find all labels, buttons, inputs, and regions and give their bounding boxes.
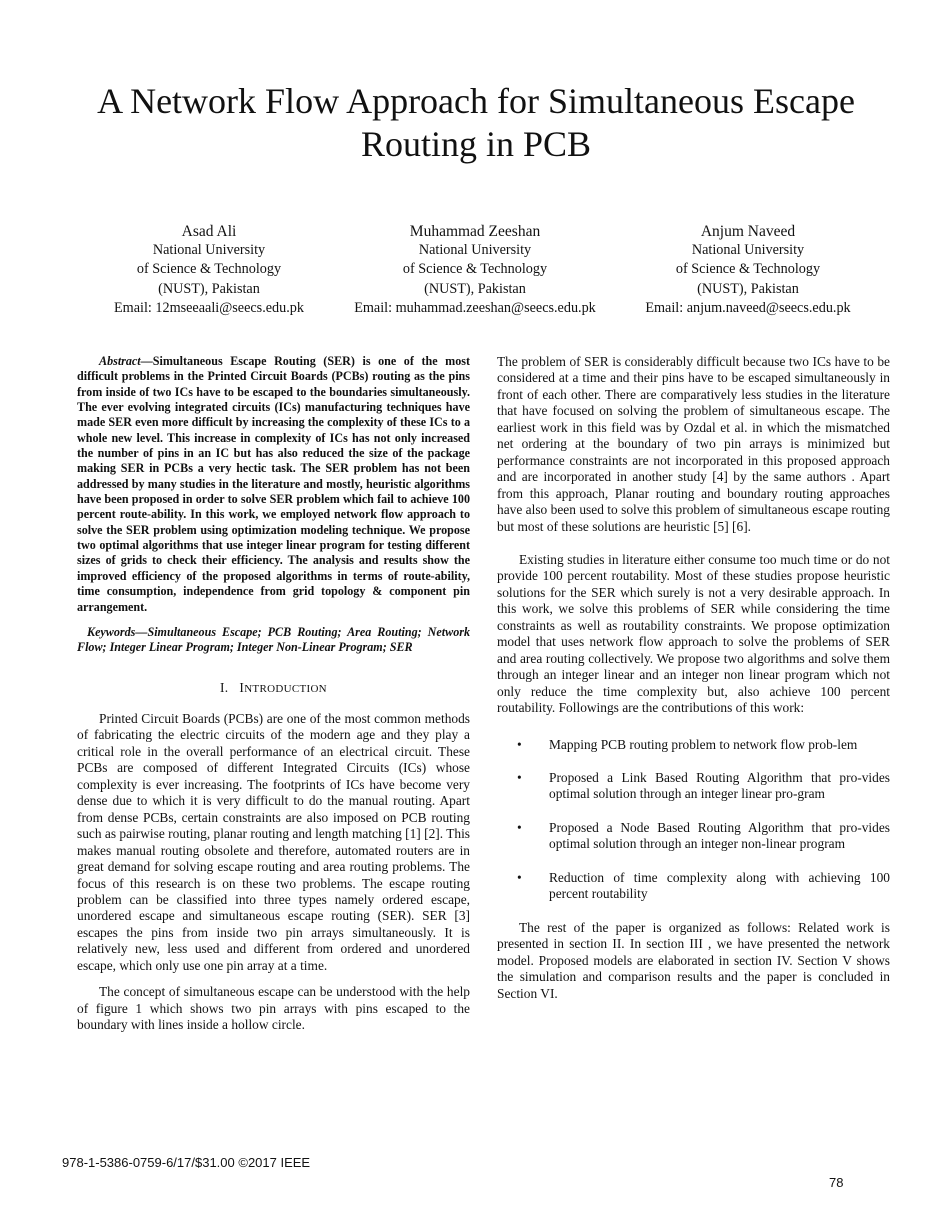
list-item (497, 820, 890, 853)
list-item-text: Mapping PCB routing problem to network flow prob-lem (549, 736, 858, 752)
section-number: I. (220, 679, 229, 695)
author-affiliation: (NUST), Pakistan (697, 280, 799, 297)
list-item-text: Proposed a Node Based Routing Algorithm that pro-vides optimal solution through an integer non-linear program (549, 819, 890, 852)
author-affiliation: National University (152, 242, 266, 258)
bullet-icon: • (517, 869, 522, 885)
author-affiliation: (NUST), Pakistan (424, 280, 526, 297)
author-affiliation: of Science & Technology (675, 261, 821, 278)
author-name: Asad Ali (181, 223, 237, 240)
list-item (497, 737, 890, 753)
keywords: Keywords—Simultaneous Escape; PCB Routing; Area Routing; Network Flow; Integer Linear Program; Integer Non-Linear Program; SER (77, 624, 470, 655)
author-affiliation: National University (418, 242, 532, 258)
author-block-3 (620, 222, 876, 318)
bullet-icon: • (517, 819, 522, 835)
page-number: 78 (829, 1175, 844, 1190)
left-column (77, 354, 470, 1034)
right-column (497, 354, 890, 1002)
author-name: Anjum Naveed (700, 223, 796, 240)
author-affiliation: of Science & Technology (402, 261, 548, 278)
list-item (497, 770, 890, 803)
intro-paragraph: Printed Circuit Boards (PCBs) are one of the most common methods of fabricating the electric circuits of the modern age and they play a critical role in the overall performance of an electrical circuit. These PCBs are composed of different Integrated Circuits (ICs) whose complexity is ever increasing. The footprints of ICs have become very dense due to which it is very difficult to do the manual routing. Apart from dense PCBs, certain constraints are also imposed on PCB routing such as pairwise routing, planar routing and length matching [1] [2]. This makes manual routing obsolete and therefore, automated routers are in great demand for solving escape routing and area routing problems. The focus of this research is on these two problems. The escape routing problem can be classified into three types namely ordered escape, unordered escape and simultaneous escape routing (SER). SER [3] escapes the pins from inside two pin arrays simultaneously. It is relatively new, less used and different from ordered and unordered escape, which only use one pin array at a time. (77, 710, 470, 973)
footer-copyright: 978-1-5386-0759-6/17/$31.00 ©2017 IEEE (62, 1155, 311, 1170)
author-email: Email: 12mseeaali@seecs.edu.pk (114, 299, 304, 316)
section-heading-introduction (77, 680, 470, 697)
section-title-rest: NTRODUCTION (244, 682, 327, 695)
intro-paragraph: The concept of simultaneous escape can be understood with the help of figure 1 which shows two pin arrays with pins escaped to the boundary with lines inside a hollow circle. (77, 984, 470, 1033)
abstract-text: —Simultaneous Escape Routing (SER) is one of the most difficult problems in the Printed Circuit Boards (PCBs) routing as the pins from inside of two ICs have to be escaped to the boundaries simultaneously. The ever evolving integrated circuits (ICs) manufacturing techniques have made SER even more difficult by increasing the complexity of these ICs to a whole new level. This increase in complexity of ICs has not only increased the number of pins in an IC but has also reduced the size of the package making SER in PCBs a very hectic task. The SER problem has not been addressed by many studies in the literature and mostly, heuristic algorithms have been proposed in order to solve SER problem which fail to achieve 100 percent route-ability. In this work, we employed network flow approach to solve the SER problem using optimization modeling technique. We propose two optimal algorithms that use integer linear program for testing different sizes of grids to check their efficiency. The analysis and results show the improved efficiency of the proposed algorithms in terms of route-ability, time consumption, independence from grid topology & component pin arrangement. (77, 354, 470, 614)
list-item-text: Reduction of time complexity along with achieving 100 percent routability (549, 869, 890, 902)
section-title-initial: I (239, 679, 245, 695)
author-affiliation: of Science & Technology (136, 261, 282, 278)
body-paragraph: The problem of SER is considerably difficult because two ICs have to be considered at a time and their pins have to be escaped simultaneously in front of each other. There are comparatively less studies in the literature that have focused on solving the problem of simultaneous escape. The earliest work in this field was by Ozdal et al. in which the mismatched net ordering at the boundary of two pin arrays is minimized but performance constraints are not incorporated in this proposed approach and are incorporated in another study [4] by the same authors . Apart from this approach, Planar routing and boundary routing approaches have also been used to solve this problem of simultaneous escape routing but most of these solutions are heuristic [5] [6]. (497, 354, 890, 534)
list-item-text: Proposed a Link Based Routing Algorithm that pro-vides optimal solution through an integer linear pro-gram (549, 769, 890, 802)
abstract (77, 354, 470, 615)
author-email: Email: anjum.naveed@seecs.edu.pk (645, 299, 851, 316)
abstract-label: Abstract (99, 354, 141, 368)
organization-paragraph: The rest of the paper is organized as follows: Related work is presented in section II. In section III , we have presented the network model. Proposed models are elaborated in section IV. Section V shows the simulation and comparison results and the paper is concluded in Section VI. (497, 919, 890, 1001)
author-block-2 (335, 222, 615, 318)
author-affiliation: National University (691, 242, 805, 258)
body-paragraph: Existing studies in literature either consume too much time or do not provide 100 percent routability. Most of these studies propose heuristic solutions for the SER which surely is not a very desirable approach. In this work, we solve this problems of SER while considering the time constraints as well as routability constraints. We propose optimization model that uses network flow approach to solve the problems of SER and area routing collectively. We propose two algorithms and solve them through an integer linear and an integer non linear program which not only reduce the time complexity but, also achieve 100 percent routability. Followings are the contributions of this work: (497, 551, 890, 716)
author-affiliation: (NUST), Pakistan (158, 280, 260, 297)
author-block-1 (80, 222, 338, 318)
author-email: Email: muhammad.zeeshan@seecs.edu.pk (354, 299, 596, 316)
paper-title: A Network Flow Approach for Simultaneous Escape Routing in PCB (97, 81, 855, 164)
contributions-list (497, 737, 890, 903)
bullet-icon: • (517, 769, 522, 785)
list-item (497, 870, 890, 903)
author-name: Muhammad Zeeshan (409, 223, 541, 240)
bullet-icon: • (517, 736, 522, 752)
